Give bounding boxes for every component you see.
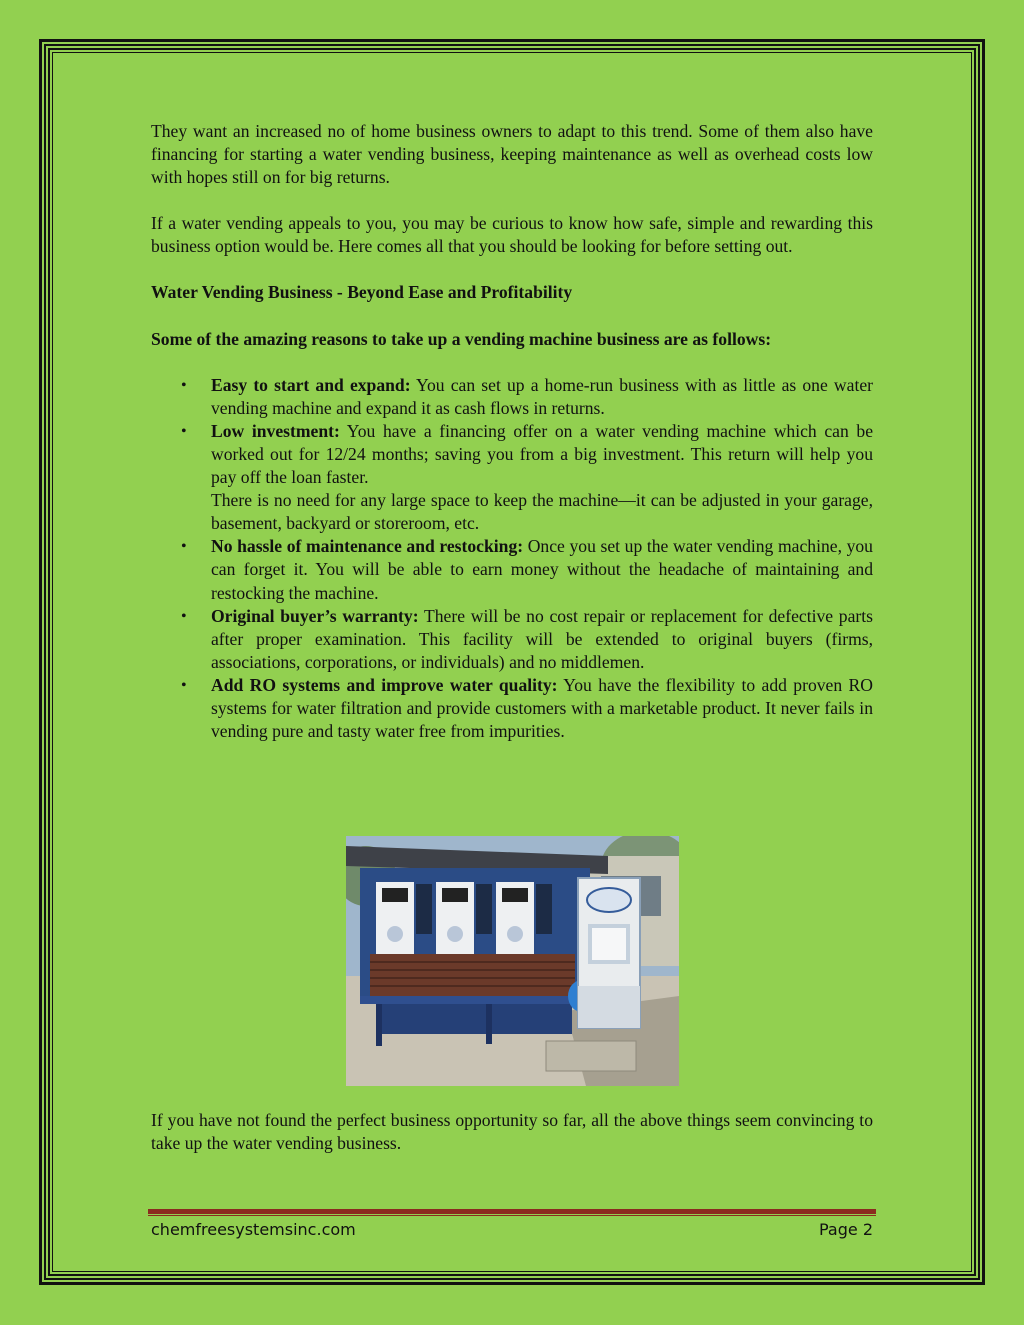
list-item: [151, 374, 873, 420]
list-item-text: Once you set up the water vending machine, you can forget it. You will be able to earn money without the headache of maintaining and restocking the machine.: [211, 536, 873, 603]
reasons-heading: Some of the amazing reasons to take up a vending machine business are as follows:: [151, 328, 772, 349]
list-item-title: Add RO systems and improve water quality:: [211, 674, 558, 695]
list-item: [151, 605, 873, 674]
list-item-title: Easy to start and expand:: [211, 374, 411, 395]
footer-rule-thin: [148, 1215, 876, 1216]
bullet-icon: •: [181, 676, 187, 694]
list-item: [151, 674, 873, 743]
main-content: [151, 120, 873, 743]
footer-website: chemfreesystemsinc.com: [151, 1220, 356, 1239]
paragraph-closing: If you have not found the perfect business opportunity so far, all the above things seem convincing to take up the water vending business.: [151, 1110, 873, 1154]
bullet-icon: •: [181, 607, 187, 625]
list-item-title: Original buyer’s warranty:: [211, 605, 419, 626]
list-item-text: You can set up a home-run business with as little as one water vending machine and expand it as cash flows in returns.: [211, 374, 874, 418]
vending-machine-photo: [346, 836, 679, 1086]
paragraph-curious: If a water vending appeals to you, you may be curious to know how safe, simple and rewarding this business option would be. Here comes all that you should be looking for before setting out.: [151, 213, 873, 257]
list-item-text: There will be no cost repair or replacement for defective parts after proper examination. This facility will be extended to original buyers (firms, associations, corporations, or individuals) and no middlemen.: [211, 605, 874, 672]
list-item-title: Low investment:: [211, 420, 340, 441]
bullet-icon: •: [181, 376, 187, 394]
list-item-extra: There is no need for any large space to keep the machine—it can be adjusted in your garage, basement, backyard or storeroom, etc.: [211, 490, 873, 534]
section-heading: Water Vending Business - Beyond Ease and Profitability: [151, 282, 573, 303]
footer-page-number: Page 2: [819, 1220, 873, 1239]
list-item: [151, 535, 873, 604]
bullet-icon: •: [181, 538, 187, 556]
paragraph-intro: They want an increased no of home business owners to adapt to this trend. Some of them also have financing for starting a water vending business, keeping maintenance as well as overhead costs low with hopes still on for big returns.: [151, 121, 873, 188]
footer-rule-thick: [148, 1209, 876, 1214]
list-item-title: No hassle of maintenance and restocking:: [211, 536, 524, 557]
list-item-text: You have the flexibility to add proven RO systems for water filtration and provide customers with a marketable product. It never fails in vending pure and tasty water free from impurities.: [211, 674, 873, 742]
list-item: [151, 420, 873, 535]
reasons-list: [151, 374, 873, 744]
bullet-icon: •: [181, 422, 187, 440]
list-item-text: You have a financing offer on a water vending machine which can be worked out for 12/24 months; saving you from a big investment. This return will help you pay off the loan faster.: [211, 420, 874, 488]
